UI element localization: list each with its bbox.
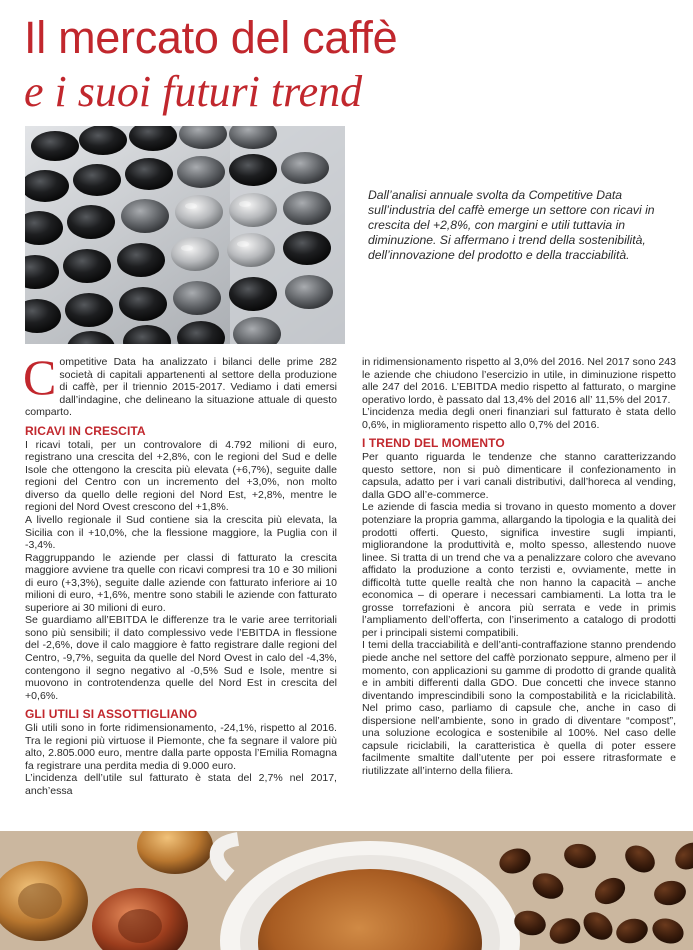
paragraph: Raggruppando le aziende per classi di fatturato la crescita maggiore avviene tra quelle con ricavi compresi tra 10 e 30 milioni di euro (+3,3%), seguite dalle aziende con fatturato inferiore ai 10 milioni di euro, +1,6%, mentre sono stabili le aziende con fatturato superiore ai 30 milioni di euro. — [25, 551, 337, 614]
drop-cap: C — [23, 349, 57, 405]
paragraph: Le aziende di fascia media si trovano in questo momento a dover potenziare la propria gamma, allargando la tipologia e la qualità dei prodotti offerti. Questo, significa investire sugli impianti, migliorandone la produttività e, molto spesso, allestendo nuove linee. Si tratta di un trend che va a penalizzare coloro che avevano affidato la produzione a conto terzisti e, ovviamente, mette in difficoltà tutte quelle realtà che non hanno la capacità – anche economica – di operare i necessari cambiamenti. La lotta tra le grosse torrefazioni è ancora più serrata e vede in primis l’ampliamento dell’offerta, con l’inserimento a catalogo di prodotti per i principali sistemi compatibili. — [362, 501, 676, 639]
coffee-cup-photo — [0, 831, 693, 950]
paragraph: Gli utili sono in forte ridimensionamento, -24,1%, rispetto al 2016. Tra le regioni più virtuose il Piemonte, che fa segnare il valore più alto, 2.805.000 euro, mentre dalla parte opposta l’Emilia Romagna fa registrare una perdita media di 9.000 euro. — [25, 722, 337, 772]
article-subtitle: e i suoi futuri trend — [24, 67, 363, 116]
paragraph: I temi della tracciabilità e dell’anti-contraffazione stanno prendendo piede anche nel settore del caffè porzionato seppure, almeno per il momento, con applicazioni su gamme di prodotto di grande qualità e in ambiti differenti dalla GDO. Due concetti che invece stanno diventando imprescindibili sono la compostabilità e la riciclabilità. Nel primo caso, parliamo di capsule che, anche in caso di dispersione nell’ambiente, sono in grado di diventare “compost”, una soluzione ecologica e sostenibile al 100%. Nel caso delle capsule riciclabili, la caratteristica è quella di poter essere facilmente smaltite dall’utente per poi essere ritrasformate e riutilizzate all’interno della filiera. — [362, 639, 676, 777]
paragraph: Per quanto riguarda le tendenze che stanno caratterizzando questo settore, non si può dimenticare il confezionamento in capsula, adatto per i vari canali distributivi, dall’horeca al vending, dalla GDO all’e-commerce. — [362, 451, 676, 501]
capsule-dispenser-photo — [25, 126, 345, 344]
paragraph: I ricavi totali, per un controvalore di 4.792 milioni di euro, registrano una crescita del +2,8%, con le regioni del Sud e delle Isole che ottengono la crescita più elevata (+6,7%), seguite dalle regioni del Centro con un incremento del +3,0%, non molto diverso da quello delle regioni del Nord Est, +2,8%, mentre le regioni del Nord Ovest crescono del +1,8%. — [25, 438, 337, 514]
paragraph: L’incidenza dell’utile sul fatturato è stata del 2,7% nel 2017, anch’essa — [25, 772, 337, 797]
paragraph: A livello regionale il Sud contiene sia la crescita più elevata, la Sicilia con il +10,0%, che la flessione maggiore, la Puglia con il -3,4%. — [25, 514, 337, 552]
article-title: Il mercato del caffè — [24, 12, 398, 63]
paragraph: Se guardiamo all’EBITDA le differenze tra le varie aree territoriali sono più sensibili; il dato complessivo vede l’EBITDA in flessione del -2,6%, dove il calo maggiore è fatto registrare dalle regioni del Centro, -9,7%, seguita da quelle del Nord Ovest in calo del -4,3%, contengono il segno negativo al -0,5% Sud e Isole, mentre si muovono in controtendenza quelle del Nord Est in crescita del +0,6%. — [25, 614, 337, 702]
section-heading-ricavi: RICAVI IN CRESCITA — [25, 423, 146, 438]
right-column — [362, 356, 676, 778]
left-column — [23, 349, 337, 798]
lead-paragraph — [23, 349, 337, 419]
article-intro: Dall’analisi annuale svolta da Competitive Data sull’industria del caffè emerge un settore con ricavi in crescita del +2,8%, con margini e utili tuttavia in diminuzione. Si affermano i trend della sostenibilità, dell’innovazione del prodotto e della tracciabilità. — [368, 188, 655, 262]
section-heading-utili: GLI UTILI SI ASSOTTIGLIANO — [25, 707, 198, 722]
section-heading-trend: I TREND DEL MOMENTO — [362, 436, 505, 451]
paragraph: L’incidenza media degli oneri finanziari sul fatturato è stata dello 0,6%, in miglioramento rispetto allo 0,7% del 2016. — [362, 406, 676, 431]
paragraph: in ridimensionamento rispetto al 3,0% del 2016. Nel 2017 sono 243 le aziende che chiudono l’esercizio in utile, in diminuzione rispetto alle 247 del 2016. L’EBITDA medio rispetto al fatturato, o margine operativo lordo, è passato dal 13,4% del 2016 all’ 11,5% del 2017. — [362, 356, 676, 406]
lead-text: ompetitive Data ha analizzato i bilanci delle prime 282 società di capitali appartenenti al settore della produzione di caffè, per il triennio 2015-2017. Vediamo i dati emersi dall’indagine, che delineano la situazione attuale di questo comparto. — [25, 356, 337, 419]
